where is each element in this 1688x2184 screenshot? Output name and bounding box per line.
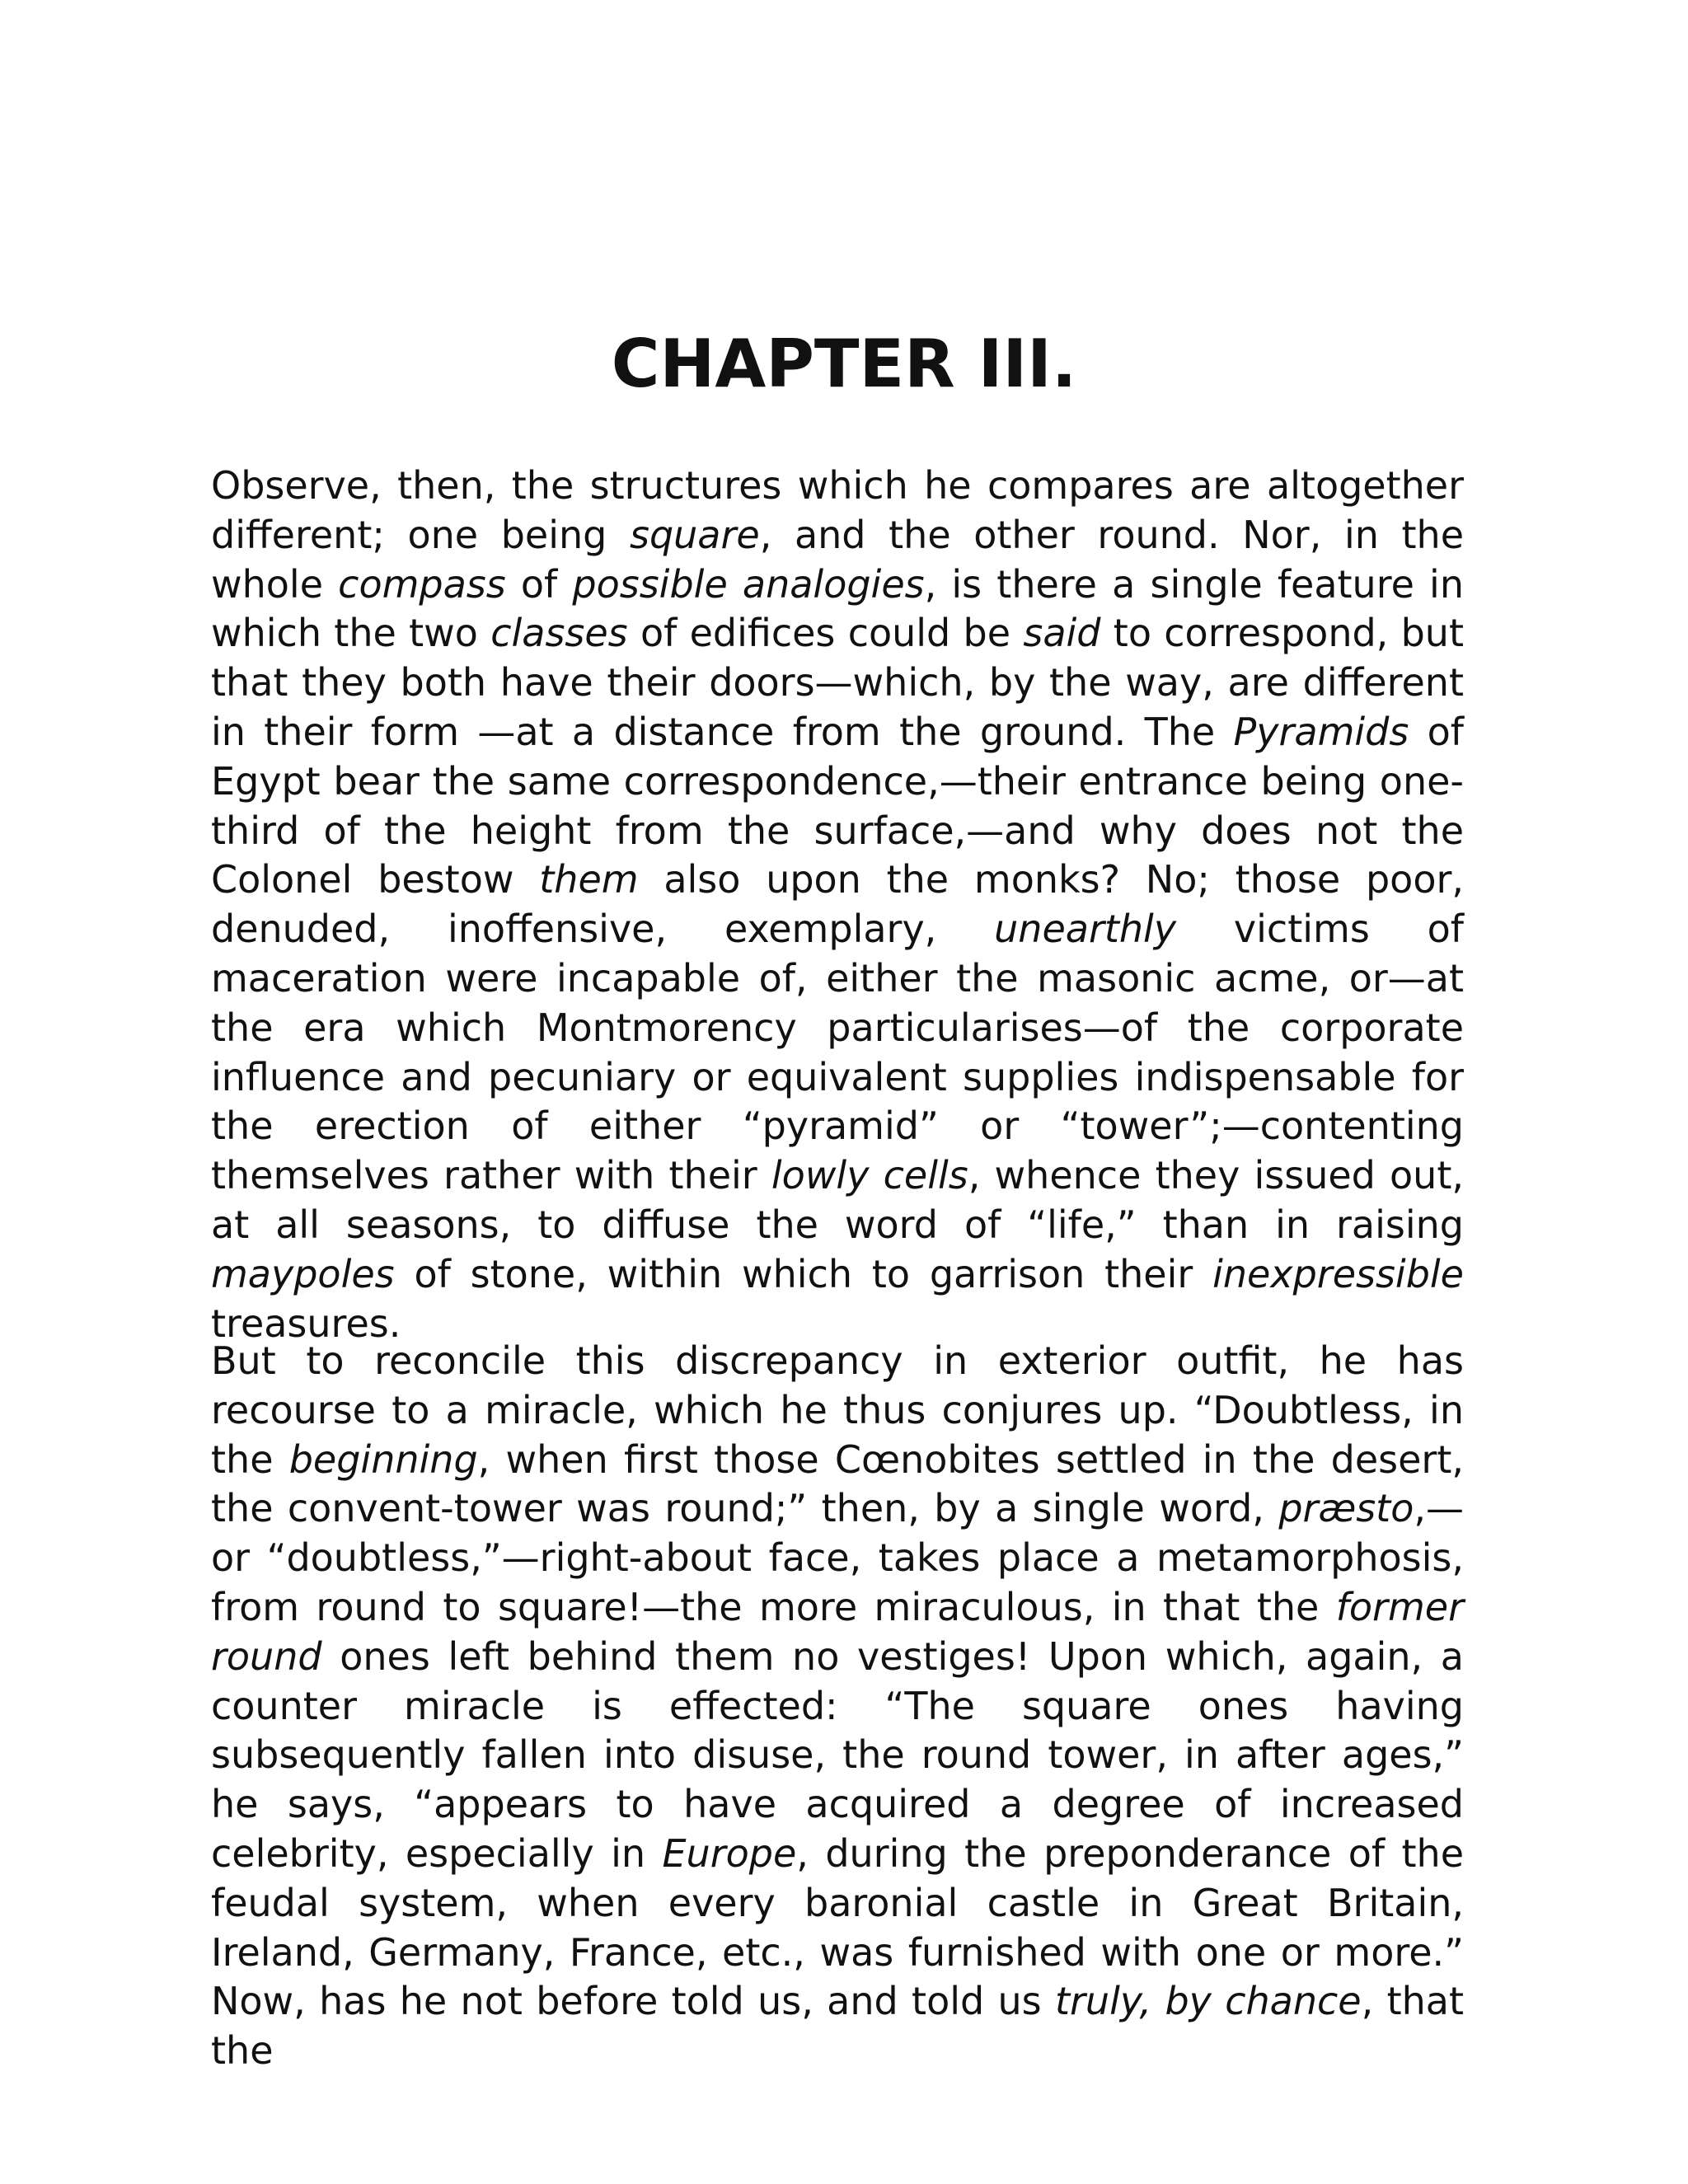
- paragraph-2-text: ones left behind them no vestiges! Upon which, again, a counter miracle is effected: “The square ones having subsequently fallen into disuse, the round tower, in after ages,” he says, “appears to have acquired a degree of increased celebrity, especially in: [211, 1633, 1464, 1876]
- paragraph-1-emphasis: square: [629, 512, 760, 557]
- paragraph-1: [211, 462, 1464, 1348]
- paragraph-1-text: victims of maceration were incapable of, either the masonic acme, or—at the era which Montmorency particularises—of the corporate influence and pecuniary or equivalent supplies indispensable for the erection of either “pyramid” or “tower”;—contenting themselves rather with their: [211, 907, 1464, 1198]
- paragraph-1-emphasis: compass: [338, 561, 506, 607]
- paragraph-1-text: , is there a single feature in which the two: [211, 561, 1464, 656]
- chapter-title: CHAPTER III.: [611, 326, 1077, 402]
- paragraph-2: [211, 1337, 1464, 2076]
- paragraph-1-emphasis: maypoles: [211, 1251, 395, 1296]
- paragraph-1-text: of Egypt bear the same correspondence,—their entrance being one-third of the height from the surface,—and why does not the Colonel bestow: [211, 709, 1464, 902]
- paragraph-1-text: , and the other round. Nor, in the whole: [211, 512, 1464, 607]
- paragraph-1-text: of: [505, 561, 573, 607]
- paragraph-2-emphasis: former round: [211, 1584, 1464, 1679]
- paragraph-1-text: also upon the monks? No; those poor, denuded, inoffensive, exemplary,: [211, 857, 1465, 952]
- paragraph-2-text: ,—or “doubtless,”—right-about face, takes place a metamorphosis, from round to square!—the more miraculous, in that the: [211, 1486, 1464, 1629]
- paragraph-2-emphasis: beginning: [288, 1436, 478, 1482]
- paragraph-2-text: , during the preponderance of the feudal system, when every baronial castle in Great Britain, Ireland, Germany, France, etc., was furnished with one or more.” Now, has he not before told us, and told us: [211, 1830, 1464, 2024]
- paragraph-1-emphasis: classes: [490, 611, 628, 656]
- paragraph-1-emphasis: them: [539, 857, 639, 902]
- paragraph-1-emphasis: unearthly: [994, 907, 1177, 952]
- paragraph-1-text: treasures.: [211, 1301, 401, 1346]
- paragraph-2-emphasis: Europe: [662, 1830, 797, 1876]
- paragraph-2-text: , that the: [211, 1979, 1464, 2074]
- paragraph-2-text: But to reconcile this discrepancy in exterior outfit, he has recourse to a miracle, which he thus conjures up. “Doubtless, in the: [211, 1338, 1464, 1482]
- paragraph-1-emphasis: lowly cells: [771, 1153, 968, 1198]
- paragraph-2-emphasis: præsto: [1278, 1486, 1414, 1531]
- paragraph-1-text: , whence they issued out, at all seasons, to diffuse the word of “life,” than in raising: [211, 1153, 1464, 1247]
- paragraph-2-text: , when first those Cœnobites settled in the desert, the convent-tower was round;” then, by a single word,: [211, 1436, 1464, 1531]
- paragraph-1-text: to correspond, but that they both have their doors—which, by the way, are different in their form —at a distance from the ground. The: [211, 611, 1464, 754]
- paragraph-2-emphasis: truly, by chance: [1054, 1979, 1362, 2024]
- paragraph-1-emphasis: said: [1023, 611, 1101, 656]
- paragraph-1-emphasis: inexpressible: [1212, 1251, 1464, 1296]
- paragraph-1-emphasis: Pyramids: [1233, 709, 1409, 754]
- paragraph-1-text: Observe, then, the structures which he compares are altogether different; one being: [211, 463, 1464, 557]
- paragraph-1-text: of stone, within which to garrison their: [394, 1251, 1213, 1296]
- paragraph-1-text: of edifices could be: [627, 611, 1024, 656]
- paragraph-1-emphasis: possible analogies: [572, 561, 925, 607]
